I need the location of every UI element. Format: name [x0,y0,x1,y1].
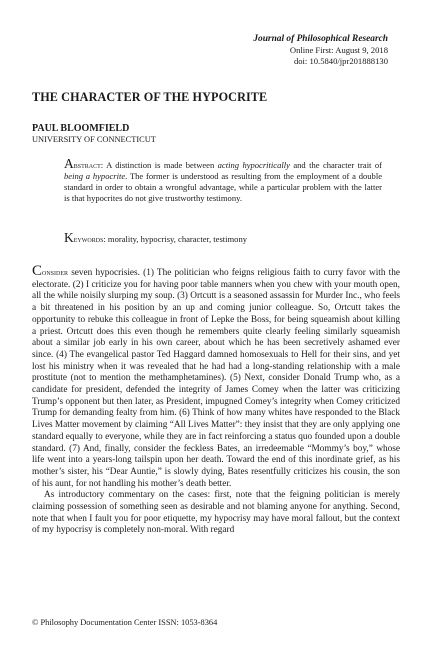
doi: doi: 10.5840/jpr201888130 [293,56,388,66]
author-affiliation: UNIVERSITY OF CONNECTICUT [32,135,156,144]
keywords-label-initial: K [64,230,74,245]
abstract-text-1: : A distinction is made between [100,160,218,170]
body-text [32,263,400,537]
abstract-label-initial: A [64,156,74,171]
masthead [253,34,388,67]
keywords [64,232,382,245]
abstract-text-3: . The former is understood as resulting from the employment of a double standard in order to obtain a wrongful advantage, while a particular problem with the latter is that hypocrites do not give trustworthy testimony. [64,171,382,203]
body-initial: C [32,263,43,279]
body-paragraph-2: As introductory commentary on the cases: first, note that the feigning politician is merely claiming possession of something seen as desirable and not blaming anyone for anything. Second, note that when I fault you for poor etiquette, my hypocrisy may have moral fallout, but the context of my hypocrisy is completely non-moral. With regard [32,490,400,536]
keywords-label: eywords [73,234,104,244]
abstract-term-2: being a hypocrite [64,171,126,181]
body-paragraph-1 [32,263,400,490]
keywords-text: : morality, hypocrisy, character, testimony [103,234,247,244]
abstract-text-2: and the character trait of [289,160,382,170]
author-name: PAUL BLOOMFIELD [32,123,130,134]
copyright-footer: © Philosophy Documentation Center ISSN: 1053-8364 [32,618,218,627]
article-title: THE CHARACTER OF THE HYPOCRITE [32,90,268,104]
body-paragraph-1-text: seven hypocrisies. (1) The politician who feigns religious faith to curry favor with the electorate. (2) I criticize you for having poor table manners when you chew with your mouth open, all the while noisily slurping my soup. (3) Ortcutt is a seasoned assassin for Murder Inc., who feels a bit threatened in his position by an up and coming junior colleague. So, Ortcutt takes the opportunity to rebuke this colleague in front of Lepke the Boss, for being squeamish about killing a priest. Ortcutt does this even though he remembers quite clearly feeling similarly squeamish about a similar job early in his own career, about which he has been secretively ashamed ever since. (4) The evangelical pastor Ted Haggard damned homosexuals to Hell for their sins, and yet lost his ministry when it was revealed that he had had a long-standing relationship with a male prostitute (not to mention the methamphetamines). (5) Next, consider Donald Trump who, as a candidate for president, defended the integrity of James Comey when the latter was criticizing Trump’s opponent but then later, as President, impugned Comey’s integrity when Comey criticized Trump for demanding fealty from him. (6) Think of how many whites have responded to the Black Lives Matter movement by claiming “All Lives Matter”: they insist that they are only applying one standard equally to everyone, while they are in fact reinforcing a status quo founded upon a double standard. (7) And, finally, consider the feckless Bates, an irredeemable “Mommy’s boy,” whose life went into a years-long tailspin upon her death. Toward the end of this inordinate grief, as his mother’s sister, his “Dear Auntie,” is slowly dying, Bates resentfully criticizes his cousin, the son of his aunt, for not handling his mother’s death better. [32,268,400,489]
journal-name: Journal of Philosophical Research [253,34,388,44]
abstract [64,158,382,204]
abstract-label: bstract [73,160,101,170]
abstract-term-1: acting hypocritically [217,160,290,170]
body-smallcaps-lead: onsider [42,268,69,278]
online-first-date: Online First: August 9, 2018 [289,45,388,55]
